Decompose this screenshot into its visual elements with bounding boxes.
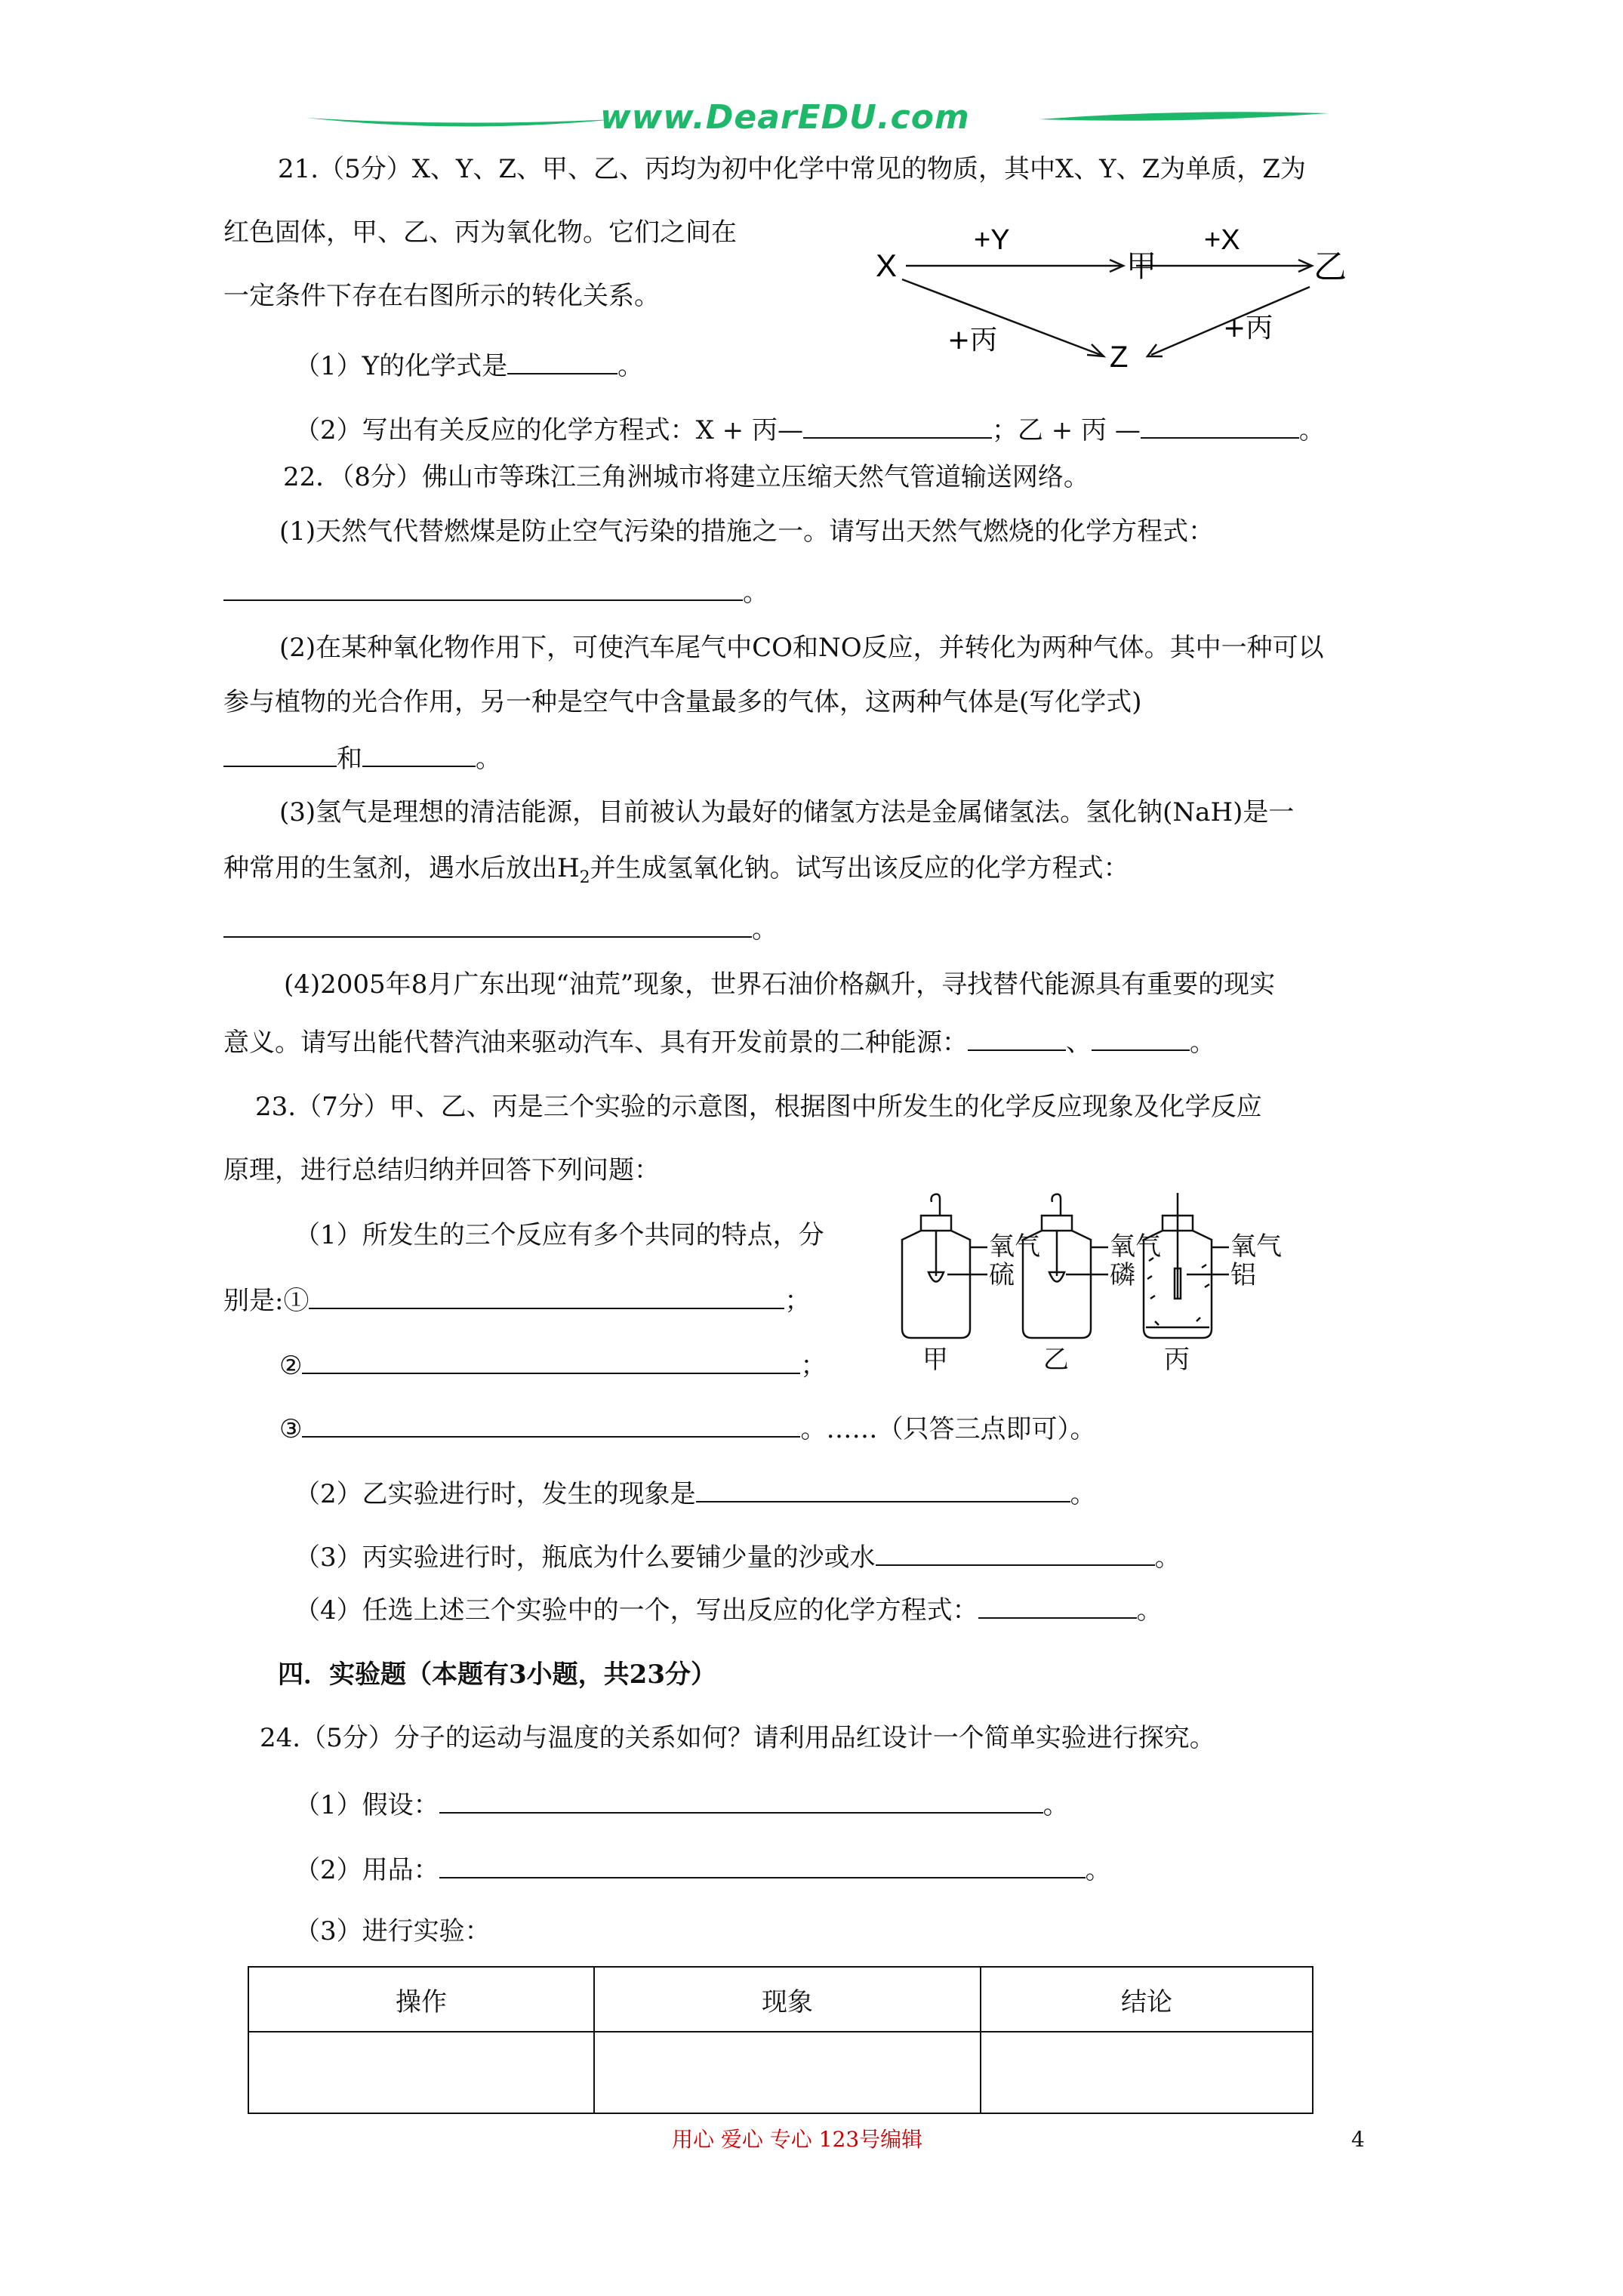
q23-s1b-text: 别是:① — [223, 1286, 310, 1316]
q23-s3-end: 。 — [1154, 1542, 1181, 1573]
q22-p3b-post: 并生成氢氧化钠。试写出该反应的化学方程式： — [590, 853, 1129, 883]
q23-s2-text: （2）乙实验进行时，发生的现象是 — [294, 1479, 696, 1509]
q23-s4-blank[interactable] — [978, 1592, 1137, 1619]
q22-p2c — [223, 740, 501, 775]
q22-p4-blank1[interactable] — [968, 1024, 1066, 1051]
q22-p2b: 参与植物的光合作用，另一种是空气中含量最多的气体，这两种气体是(写化学式) — [223, 687, 1142, 717]
q23-s2-blank[interactable] — [696, 1475, 1070, 1502]
q22-p1: (1)天然气代替燃煤是防止空气污染的措施之一。请写出天然气燃烧的化学方程式： — [279, 516, 1215, 547]
q23-s1d-end: 。……（只答三点即可）。 — [800, 1414, 1096, 1444]
q24-s2-end: 。 — [1085, 1855, 1111, 1885]
q23-s3-blank[interactable] — [876, 1539, 1155, 1566]
q22-p4-sep: 、 — [1066, 1028, 1092, 1058]
q23-s1b-end: ； — [784, 1286, 811, 1316]
header-swoosh-right — [1038, 103, 1332, 133]
q23-s4 — [294, 1592, 1163, 1627]
q21-diagram-plus-bing-left: +丙 — [947, 325, 998, 356]
q22-p2-blank2[interactable] — [362, 740, 476, 767]
q23-s1b — [223, 1282, 810, 1318]
q22-p3b-sub: 2 — [579, 868, 590, 887]
q22-p3a: (3)氢气是理想的清洁能源，目前被认为最好的储氢方法是金属储氢法。氢化钠(NaH)是一 — [279, 797, 1295, 827]
q24-s3: （3）进行实验： — [294, 1916, 491, 1946]
q21-sub2-mid: ；乙 + 丙 — — [991, 415, 1141, 445]
q24-s1-text: （1）假设： — [294, 1790, 439, 1820]
q24-s2-text: （2）用品： — [294, 1855, 439, 1885]
q23-s3-text: （3）丙实验进行时，瓶底为什么要铺少量的沙或水 — [294, 1542, 876, 1573]
q22-p4b-text: 意义。请写出能代替汽油来驱动汽车、具有开发前景的二种能源： — [223, 1028, 968, 1058]
q22-p4a: (4)2005年8月广东出现“油荒”现象，世界石油价格飙升，寻找替代能源具有重要的现实 — [284, 969, 1276, 1000]
q23-s1d — [279, 1410, 1095, 1446]
fig-oxygen-yi: 氧气 — [1110, 1231, 1161, 1262]
q21-line1: 21.（5分）X、Y、Z、甲、乙、丙均为初中化学中常见的物质，其中X、Y、Z为单质，Z为 — [278, 154, 1306, 184]
bottle-yi-icon — [1023, 1194, 1108, 1338]
q23-experiment-figure — [891, 1193, 1359, 1374]
q23-line1: 23.（7分）甲、乙、丙是三个实验的示意图，根据图中所发生的化学反应现象及化学反应 — [255, 1092, 1262, 1122]
q21-sub2-blank2[interactable] — [1141, 411, 1299, 439]
q21-sub2-blank1[interactable] — [803, 411, 992, 439]
q23-s2-end: 。 — [1070, 1479, 1096, 1509]
q21-sub2-text: （2）写出有关反应的化学方程式：X + 丙— — [294, 415, 803, 445]
section4-title: 四．实验题（本题有3小题，共23分） — [278, 1660, 716, 1690]
q22-p3-answer — [223, 911, 778, 946]
footer-text: 用心 爱心 专心 123号编辑 — [672, 2127, 923, 2152]
q23-s2 — [294, 1475, 1096, 1511]
q24-s2 — [294, 1851, 1111, 1887]
header-site-name[interactable]: www.DearEDU.com — [600, 98, 970, 137]
q21-transformation-diagram — [861, 219, 1374, 385]
q22-p3-end: 。 — [752, 914, 778, 945]
header-banner — [302, 98, 1329, 143]
q22-p2a: (2)在某种氧化物作用下，可使汽车尾气中CO和NO反应，并转化为两种气体。其中一种可以 — [279, 633, 1324, 663]
table-cell-operation[interactable] — [248, 2032, 594, 2113]
experiment-table — [248, 1966, 1313, 2114]
q24-s1-end: 。 — [1042, 1790, 1069, 1820]
q23-s1-blank1[interactable] — [309, 1282, 784, 1309]
q21-sub1 — [294, 347, 643, 383]
bottle-jia-icon — [902, 1194, 987, 1338]
table-cell-conclusion[interactable] — [981, 2032, 1313, 2113]
table-header-operation: 操作 — [248, 1967, 594, 2032]
q22-p4b — [223, 1024, 1215, 1059]
q23-s1c-text: ② — [279, 1351, 303, 1381]
page-number: 4 — [1351, 2127, 1365, 2152]
fig-oxygen-bing: 氧气 — [1230, 1231, 1282, 1262]
q22-p2-end: 。 — [476, 744, 501, 774]
q22-line1: 22．（8分）佛山市等珠江三角洲城市将建立压缩天然气管道输送网络。 — [283, 462, 1089, 492]
table-header-conclusion: 结论 — [981, 1967, 1313, 2032]
fig-oxygen-jia: 氧气 — [989, 1231, 1040, 1262]
q22-p2-blank1[interactable] — [223, 740, 337, 767]
q22-p4-blank2[interactable] — [1092, 1024, 1190, 1051]
q21-sub1-blank[interactable] — [507, 347, 617, 374]
q21-diagram-plus-y: +Y — [974, 224, 1010, 256]
q23-s4-end: 。 — [1136, 1595, 1163, 1626]
q23-s1-blank3[interactable] — [302, 1410, 800, 1438]
q22-p4-end: 。 — [1190, 1028, 1215, 1058]
q23-s1d-text: ③ — [279, 1414, 303, 1444]
q23-s1c-end: ； — [800, 1351, 827, 1381]
q23-s1-blank2[interactable] — [302, 1347, 800, 1374]
q21-diagram-jia: 甲 — [1126, 249, 1156, 284]
q22-p3-blank[interactable] — [223, 911, 752, 938]
q24-s1-blank[interactable] — [439, 1786, 1043, 1814]
q24-s1 — [294, 1786, 1069, 1822]
q23-s1a: （1）所发生的三个反应有多个共同的特点，分 — [294, 1220, 824, 1250]
q21-diagram-x: X — [876, 248, 898, 283]
q21-diagram-yi: 乙 — [1313, 248, 1347, 286]
q24-line1: 24.（5分）分子的运动与温度的关系如何？请利用品红设计一个简单实验进行探究。 — [260, 1723, 1215, 1753]
q22-p1-blank[interactable] — [223, 574, 743, 601]
q23-line2: 原理，进行总结归纳并回答下列问题： — [223, 1155, 660, 1185]
table-row — [248, 2032, 1313, 2113]
q21-diagram-plus-x: +X — [1204, 224, 1240, 256]
q22-p1-end: 。 — [743, 578, 768, 608]
fig-sulfur: 硫 — [989, 1260, 1015, 1290]
q21-sub2-end: 。 — [1298, 415, 1325, 445]
bottle-bing-icon — [1144, 1193, 1229, 1338]
q21-diagram-z: Z — [1110, 341, 1129, 374]
fig-phosphorus: 磷 — [1110, 1260, 1135, 1290]
q21-sub1-text: （1）Y的化学式是 — [294, 351, 508, 381]
fig-label-bing: 丙 — [1164, 1345, 1190, 1374]
q23-s1c — [279, 1347, 826, 1382]
q21-line3: 一定条件下存在右图所示的转化关系。 — [223, 281, 660, 311]
table-header-phenomenon: 现象 — [594, 1967, 981, 2032]
q22-p3b — [223, 852, 1129, 895]
q21-line2: 红色固体，甲、乙、丙为氧化物。它们之间在 — [223, 217, 737, 248]
header-swoosh-left — [302, 104, 619, 134]
q21-sub1-end: 。 — [617, 351, 644, 381]
fig-label-jia: 甲 — [922, 1345, 948, 1374]
q22-p1-answer — [223, 574, 768, 609]
q22-p3b-pre: 种常用的生氢剂，遇水后放出H — [223, 853, 580, 883]
q23-s3 — [294, 1539, 1181, 1574]
q24-s2-blank[interactable] — [439, 1851, 1086, 1878]
table-header-row — [248, 1967, 1313, 2032]
q21-diagram-plus-bing-right: +丙 — [1223, 313, 1273, 344]
table-cell-phenomenon[interactable] — [594, 2032, 981, 2113]
q23-s4-text: （4）任选上述三个实验中的一个，写出反应的化学方程式： — [294, 1595, 978, 1626]
fig-aluminum: 铝 — [1230, 1260, 1256, 1290]
q22-p2-and: 和 — [337, 744, 362, 774]
fig-label-yi: 乙 — [1043, 1345, 1069, 1374]
q21-sub2 — [294, 411, 1325, 447]
